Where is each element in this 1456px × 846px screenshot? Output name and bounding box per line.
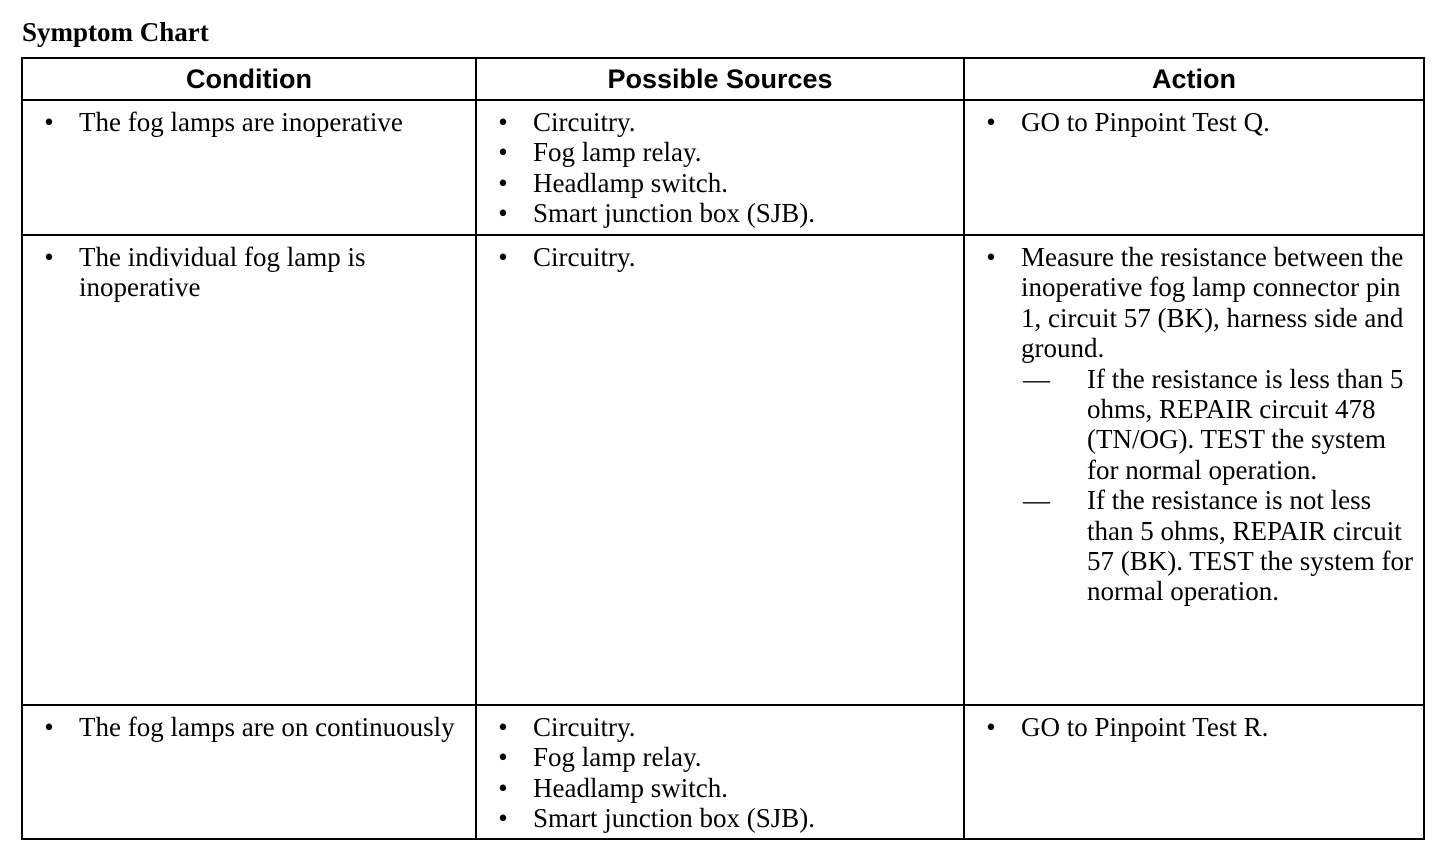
- bullet-icon: •: [498, 137, 508, 168]
- sub-list-item: [1021, 485, 1415, 607]
- source-text: Circuitry.: [533, 712, 636, 742]
- action-cell: [964, 705, 1424, 839]
- action-sub-text: If the resistance is less than 5 ohms, REPAIR circuit 478 (TN/OG). TEST the system for normal operation.: [1087, 363, 1404, 485]
- dash-icon: —: [1023, 363, 1050, 394]
- condition-cell: [22, 705, 476, 839]
- list-item: [487, 712, 955, 742]
- bullet-icon: •: [986, 242, 996, 272]
- list-item: [975, 712, 1415, 742]
- bullet-icon: •: [986, 107, 996, 137]
- bullet-icon: •: [498, 198, 508, 229]
- action-text: GO to Pinpoint Test R.: [1021, 712, 1269, 742]
- list-item: [33, 107, 467, 137]
- list-item: [487, 198, 955, 228]
- list-item: [975, 242, 1415, 607]
- table-row: [22, 705, 1424, 839]
- sources-cell: [476, 100, 964, 235]
- table-row: [22, 100, 1424, 235]
- table-row: [22, 235, 1424, 705]
- sub-list-item: [1021, 364, 1415, 486]
- table-header-row: [22, 58, 1424, 100]
- list-item: [487, 137, 955, 167]
- dash-icon: —: [1023, 485, 1050, 516]
- condition-text: The fog lamps are on continuously: [79, 712, 455, 742]
- bullet-icon: •: [498, 712, 508, 742]
- action-cell: [964, 100, 1424, 235]
- source-text: Circuitry.: [533, 242, 636, 272]
- action-sub-text: If the resistance is not less than 5 ohms, REPAIR circuit 57 (BK). TEST the system for normal operation.: [1087, 485, 1413, 607]
- sources-cell: [476, 705, 964, 839]
- symptom-chart-table: [21, 57, 1425, 840]
- column-header-condition: Condition: [22, 58, 476, 100]
- sources-cell: [476, 235, 964, 705]
- bullet-icon: •: [986, 712, 996, 742]
- source-text: Fog lamp relay.: [533, 137, 702, 168]
- source-text: Headlamp switch.: [533, 772, 728, 803]
- bullet-icon: •: [498, 242, 508, 272]
- list-item: [487, 742, 955, 772]
- source-text: Smart junction box (SJB).: [533, 803, 815, 834]
- bullet-icon: •: [498, 772, 508, 803]
- condition-cell: [22, 235, 476, 705]
- condition-text: The individual fog lamp is inoperative: [79, 242, 366, 303]
- list-item: [975, 107, 1415, 137]
- source-text: Fog lamp relay.: [533, 742, 702, 773]
- source-text: Smart junction box (SJB).: [533, 198, 815, 229]
- condition-cell: [22, 100, 476, 235]
- action-text: Measure the resistance between the inoperative fog lamp connector pin 1, circuit 57 (BK), harness side and ground.: [1021, 242, 1404, 364]
- source-text: Headlamp switch.: [533, 167, 728, 198]
- bullet-icon: •: [498, 803, 508, 834]
- list-item: [33, 712, 467, 742]
- source-text: Circuitry.: [533, 107, 636, 137]
- bullet-icon: •: [44, 712, 54, 742]
- bullet-icon: •: [498, 107, 508, 137]
- page-title: Symptom Chart: [22, 17, 209, 47]
- list-item: [487, 168, 955, 198]
- action-cell: [964, 235, 1424, 705]
- bullet-icon: •: [44, 107, 54, 137]
- list-item: [487, 242, 955, 272]
- list-item: [487, 773, 955, 803]
- column-header-action: Action: [964, 58, 1424, 100]
- column-header-possible-sources: Possible Sources: [476, 58, 964, 100]
- list-item: [487, 107, 955, 137]
- list-item: [33, 242, 467, 303]
- bullet-icon: •: [498, 742, 508, 773]
- action-text: GO to Pinpoint Test Q.: [1021, 107, 1270, 137]
- bullet-icon: •: [44, 242, 54, 272]
- list-item: [487, 803, 955, 833]
- condition-text: The fog lamps are inoperative: [79, 107, 403, 137]
- bullet-icon: •: [498, 167, 508, 198]
